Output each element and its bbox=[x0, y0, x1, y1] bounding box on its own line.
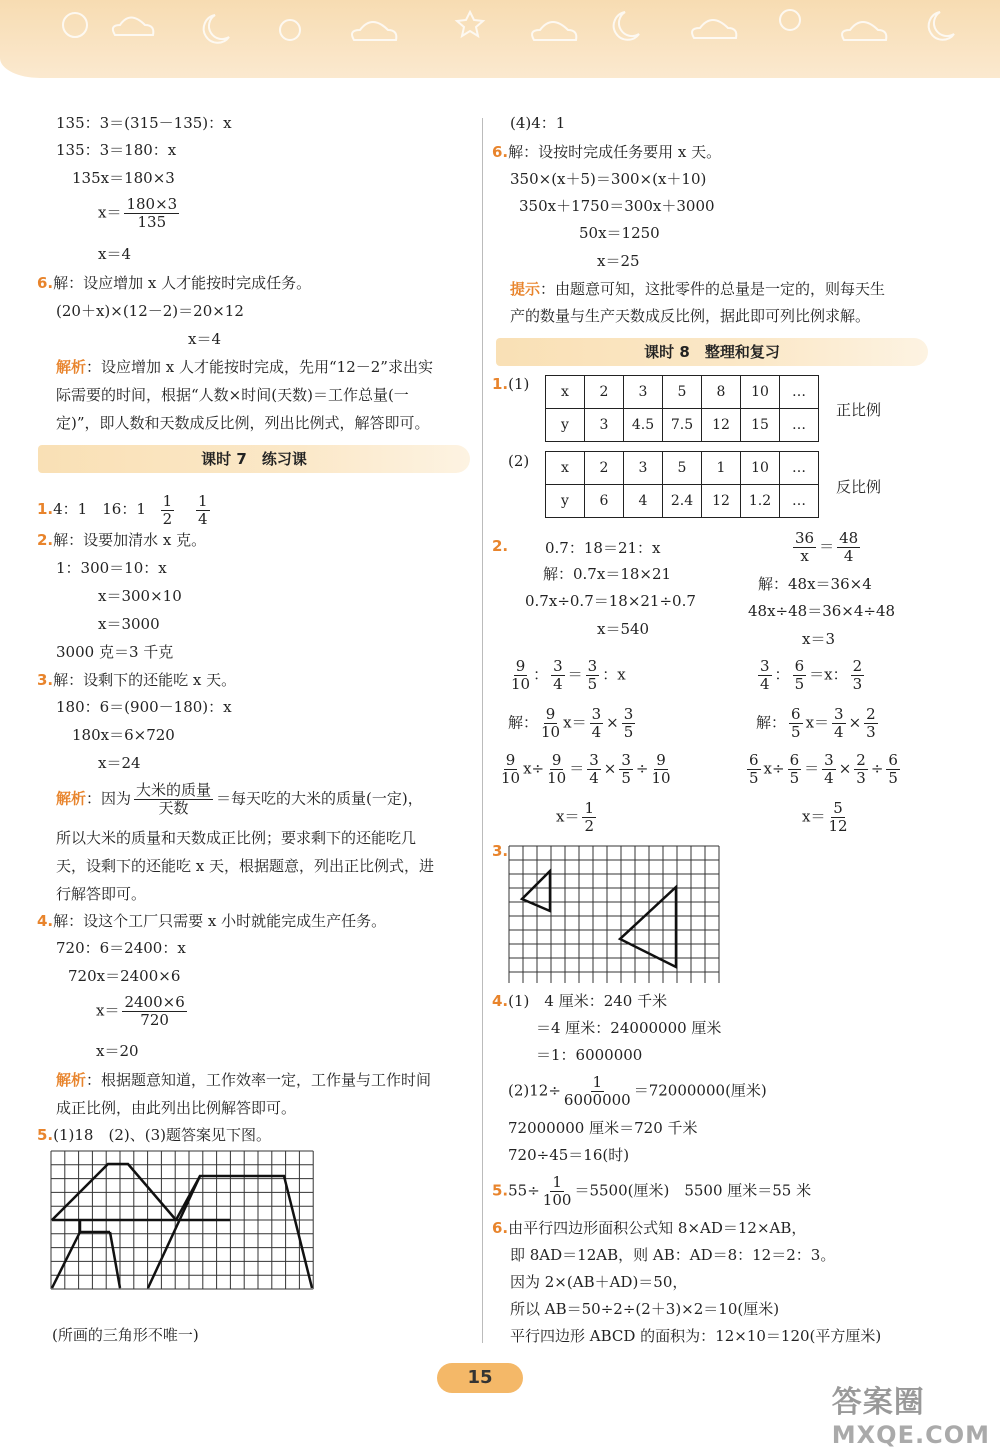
text-line: (4)4：1 bbox=[510, 114, 566, 132]
text-line: 720：6＝2400：x bbox=[56, 939, 186, 957]
text-line: x＝4 bbox=[98, 245, 132, 263]
table-cell: 12 bbox=[702, 485, 741, 518]
denominator: 2 bbox=[162, 509, 173, 528]
text-line: 135：3＝180：x bbox=[56, 141, 177, 159]
table-cell: 3 bbox=[624, 376, 663, 409]
numerator: 3 bbox=[591, 705, 602, 723]
watermark-logo bbox=[832, 1377, 990, 1449]
question-number: 6. bbox=[492, 143, 509, 161]
table-cell: 2 bbox=[585, 376, 624, 409]
fraction bbox=[124, 196, 179, 231]
hint-line: 际需要的时间，根据“人数×时间(天数)＝工作总量(一 bbox=[56, 386, 409, 404]
hint-text: ＝每天吃的大米的质量(一定)， bbox=[216, 789, 423, 808]
numerator: 1 bbox=[584, 799, 595, 817]
hint-line: 天，设剩下的还能吃 x 天，根据题意，列出正比例式，进 bbox=[56, 857, 434, 875]
fraction bbox=[793, 658, 807, 693]
question-number: 2. bbox=[492, 537, 509, 555]
answer-text: 4：1 16：1 bbox=[53, 500, 146, 518]
denominator: 4 bbox=[760, 675, 770, 693]
text: 解： bbox=[756, 713, 787, 732]
denominator: 4 bbox=[843, 547, 854, 565]
question-6-right bbox=[492, 142, 721, 162]
hint-line: 行解答即可。 bbox=[56, 885, 147, 903]
numerator: 3 bbox=[834, 705, 844, 723]
numerator: 3 bbox=[589, 751, 599, 769]
equation-c1: $\frac{9}{10}$ ： $\frac{3}{4}$ ＝ $\frac{3}{5}$ ：x bbox=[511, 657, 626, 693]
hint-line: 定)”，即人数和天数成反比例，列出比例式，解答即可。 bbox=[56, 414, 430, 432]
numerator: 2 bbox=[852, 657, 863, 675]
text: x＝ bbox=[802, 807, 826, 826]
watermark-url: MXQE.COM bbox=[831, 1421, 990, 1449]
question-6 bbox=[37, 273, 311, 293]
numerator: 9 bbox=[515, 657, 526, 675]
numerator: 3 bbox=[587, 657, 598, 675]
text-line: 所以 AB＝50÷2÷(2＋3)×2＝10(厘米) bbox=[510, 1300, 780, 1318]
text-line: x＝3000 bbox=[98, 615, 160, 633]
table-cell: x bbox=[546, 376, 585, 409]
fraction-line bbox=[508, 1074, 767, 1109]
hint-label: 解析 bbox=[56, 1071, 87, 1089]
hint-text: ：由题意可知，这批零件的总量是一定的，则每天生 bbox=[540, 280, 886, 298]
hint-line bbox=[510, 279, 885, 299]
text-line: 350×(x＋5)＝300×(x＋10) bbox=[510, 170, 707, 188]
denominator: 10 bbox=[501, 769, 521, 787]
text-line: 48x÷48＝36×4÷48 bbox=[748, 602, 896, 620]
fraction bbox=[851, 658, 865, 693]
lesson-7-banner: 课时 7 练习课 bbox=[38, 445, 470, 473]
lesson-8-banner: 课时 8 整理和复习 bbox=[496, 338, 928, 366]
hint-text: ：因为 bbox=[86, 789, 132, 808]
question-number: 1. bbox=[492, 375, 509, 393]
text-line: x＝20 bbox=[96, 1042, 139, 1060]
fraction bbox=[651, 752, 670, 787]
question-number: 4. bbox=[37, 912, 54, 930]
hint-line: 成正比例，由此列出比例解答即可。 bbox=[56, 1099, 297, 1117]
hint-line: 所以大米的质量和天数成正比例；要求剩下的还能吃几 bbox=[56, 829, 417, 847]
text: 解： bbox=[508, 713, 539, 732]
table-cell: … bbox=[780, 376, 819, 409]
table-cell: 4.5 bbox=[624, 409, 663, 442]
watermark-text: 答案圈 bbox=[831, 1385, 925, 1420]
text: ＝72000000(厘米) bbox=[633, 1081, 767, 1100]
grid-figure-5 bbox=[50, 1150, 314, 1290]
answer-text: 解：设要加清水 x 克。 bbox=[53, 531, 207, 549]
text-line: x＝24 bbox=[98, 754, 141, 772]
numerator: 2400×6 bbox=[124, 993, 185, 1011]
table-cell: 4 bbox=[624, 485, 663, 518]
question-number: 1. bbox=[37, 500, 54, 518]
text-line: (20＋x)×(12－2)＝20×12 bbox=[56, 302, 244, 320]
numerator: 6 bbox=[749, 751, 759, 769]
denominator: 3 bbox=[866, 723, 876, 741]
numerator: 1 bbox=[552, 1173, 562, 1191]
numerator: 9 bbox=[551, 751, 562, 769]
answer-text: 解：设这个工厂只需要 x 小时就能完成生产任务。 bbox=[53, 912, 387, 930]
denominator: 5 bbox=[587, 675, 598, 693]
denominator: 4 bbox=[197, 509, 208, 528]
question-number: 5. bbox=[37, 1126, 54, 1144]
text-line: x＝4 bbox=[188, 330, 222, 348]
text-line: 720÷45＝16(时) bbox=[508, 1146, 630, 1164]
question-number: 6. bbox=[37, 274, 54, 292]
text-line: 180x＝6×720 bbox=[72, 726, 175, 744]
hint-text: ：根据题意知道，工作效率一定，工作量与工作时间 bbox=[86, 1071, 432, 1089]
numerator: 3 bbox=[760, 657, 770, 675]
answer-1 bbox=[37, 492, 213, 528]
table-1-label: 正比例 bbox=[836, 401, 882, 419]
numerator: 36 bbox=[795, 529, 815, 547]
answer-5-right bbox=[492, 1174, 811, 1209]
fraction bbox=[586, 658, 600, 693]
denominator: 10 bbox=[511, 675, 531, 693]
denominator: 4 bbox=[589, 769, 599, 787]
denominator: 10 bbox=[651, 769, 671, 787]
numerator: 大米的质量 bbox=[136, 781, 212, 799]
fraction-line bbox=[98, 196, 182, 231]
part-label: (2) bbox=[508, 452, 530, 470]
fraction bbox=[587, 752, 601, 787]
text-line: 3000 克＝3 千克 bbox=[56, 643, 174, 661]
table-cell: 2.4 bbox=[663, 485, 702, 518]
answer-text: (1)18 (2)、(3)题答案见下图。 bbox=[53, 1126, 271, 1144]
text-line: ＝4 厘米：24000000 厘米 bbox=[536, 1019, 722, 1037]
text: 55÷ bbox=[508, 1181, 540, 1200]
fraction bbox=[854, 752, 868, 787]
note: (所画的三角形不唯一) bbox=[52, 1326, 199, 1344]
text-line: x＝25 bbox=[597, 252, 640, 270]
fraction bbox=[886, 752, 900, 787]
fraction bbox=[758, 658, 772, 693]
denominator: 5 bbox=[791, 723, 801, 741]
text: x＝ bbox=[96, 1001, 120, 1020]
fraction bbox=[788, 752, 802, 787]
table-cell: 1.2 bbox=[741, 485, 780, 518]
text-line: 1：300＝10：x bbox=[56, 559, 167, 577]
text-line: x＝3 bbox=[802, 630, 836, 648]
fraction bbox=[564, 1074, 631, 1109]
question-text: 解：设应增加 x 人才能按时完成任务。 bbox=[53, 274, 312, 292]
text-line: 解：0.7x＝18×21 bbox=[543, 565, 672, 583]
text-line: 解：48x＝36×4 bbox=[758, 575, 872, 593]
denominator: 5 bbox=[623, 723, 634, 741]
answer-1-right bbox=[492, 374, 529, 394]
hint-text: ：设应增加 x 人才能按时完成，先用“12－2”求出实 bbox=[86, 358, 433, 376]
question-number: 6. bbox=[492, 1219, 509, 1237]
answer-3 bbox=[37, 670, 236, 690]
question-number: 2. bbox=[37, 531, 54, 549]
denominator: 12 bbox=[828, 817, 848, 835]
table-cell: 15 bbox=[741, 409, 780, 442]
question-number: 3. bbox=[492, 842, 509, 860]
text: (2)12÷ bbox=[508, 1081, 561, 1100]
text-line: x＝300×10 bbox=[98, 587, 182, 605]
table-cell: 7.5 bbox=[663, 409, 702, 442]
table-cell: 2 bbox=[585, 452, 624, 485]
answer-4-right bbox=[492, 991, 667, 1011]
question-number: 4. bbox=[492, 992, 509, 1010]
denominator: 天数 bbox=[158, 799, 189, 817]
numerator: 1 bbox=[197, 491, 208, 510]
text-line: 平行四边形 ABCD 的面积为：12×10＝120(平方厘米) bbox=[510, 1327, 882, 1345]
table-cell: 6 bbox=[585, 485, 624, 518]
denominator: 4 bbox=[591, 723, 602, 741]
page-number: 15 bbox=[437, 1363, 523, 1393]
fraction bbox=[161, 493, 175, 528]
denominator: 5 bbox=[749, 769, 759, 787]
column-divider bbox=[482, 118, 483, 1343]
answer-2-right bbox=[492, 536, 508, 556]
table-cell: 10 bbox=[741, 452, 780, 485]
table-cell: y bbox=[546, 409, 585, 442]
text-line: ＝1：6000000 bbox=[536, 1046, 643, 1064]
grid-figure-3 bbox=[508, 845, 720, 983]
fraction bbox=[622, 706, 636, 741]
fraction bbox=[551, 658, 565, 693]
table-cell: 5 bbox=[663, 376, 702, 409]
fraction bbox=[511, 658, 530, 693]
denominator: x bbox=[800, 547, 809, 565]
hint-line: 产的数量与生产天数成反比例，据此即可列比例求解。 bbox=[510, 307, 871, 325]
denominator: 5 bbox=[794, 675, 805, 693]
answer-text: (1) 4 厘米：240 千米 bbox=[508, 992, 668, 1010]
table-2-label: 反比例 bbox=[836, 478, 882, 496]
hint-label: 解析 bbox=[56, 789, 87, 808]
table-cell: x bbox=[546, 452, 585, 485]
numerator: 6 bbox=[888, 751, 898, 769]
denominator: 720 bbox=[140, 1011, 169, 1029]
answer-text: 解：设剩下的还能吃 x 天。 bbox=[53, 671, 237, 689]
denominator: 135 bbox=[137, 213, 167, 231]
table-cell: … bbox=[780, 485, 819, 518]
table-row bbox=[546, 485, 819, 518]
question-text: 解：设按时完成任务要用 x 天。 bbox=[508, 143, 722, 161]
fraction-line bbox=[96, 994, 190, 1029]
fraction bbox=[122, 994, 186, 1029]
numerator: 2 bbox=[856, 751, 866, 769]
fraction-line bbox=[790, 530, 863, 565]
fraction bbox=[196, 493, 210, 528]
table-cell: y bbox=[546, 485, 585, 518]
fraction bbox=[864, 706, 878, 741]
text-line: 135x＝180×3 bbox=[72, 169, 175, 187]
hint-label: 解析 bbox=[56, 358, 87, 376]
fraction bbox=[590, 706, 604, 741]
table-cell: … bbox=[780, 409, 819, 442]
table-cell: 3 bbox=[624, 452, 663, 485]
denominator: 100 bbox=[542, 1191, 572, 1209]
table-cell: 1 bbox=[702, 452, 741, 485]
numerator: 6 bbox=[789, 751, 800, 769]
numerator: 6 bbox=[794, 657, 805, 675]
denominator: 3 bbox=[852, 675, 863, 693]
hint-line bbox=[56, 782, 423, 817]
fraction bbox=[501, 752, 520, 787]
fraction bbox=[822, 752, 836, 787]
fraction bbox=[541, 706, 560, 741]
table-cell: 5 bbox=[663, 452, 702, 485]
equation-c2: 解： $\frac{9}{10}$ x＝ $\frac{3}{4}$ × $\frac{3}{5}$ bbox=[508, 705, 634, 741]
denominator: 10 bbox=[541, 723, 561, 741]
text-line: 0.7x÷0.7＝18×21÷0.7 bbox=[525, 592, 696, 610]
text-line: 0.7：18＝21：x bbox=[545, 539, 661, 557]
answer-5 bbox=[37, 1125, 271, 1145]
answer-2 bbox=[37, 530, 206, 550]
numerator: 1 bbox=[592, 1073, 603, 1091]
text: ＝5500(厘米) 5500 厘米＝55 米 bbox=[574, 1181, 812, 1200]
answer-6-right bbox=[492, 1218, 806, 1238]
denominator: 4 bbox=[553, 675, 563, 693]
text-line: x＝540 bbox=[597, 620, 650, 638]
text-line: 因为 2×(AB＋AD)＝50， bbox=[510, 1273, 688, 1291]
table-cell: 3 bbox=[585, 409, 624, 442]
equation-d4 bbox=[802, 800, 851, 835]
equation-d2: 解： $\frac{6}{5}$ x＝ $\frac{3}{4}$ × $\frac{2}{3}$ bbox=[756, 705, 876, 741]
part-label: (1) bbox=[508, 375, 530, 393]
denominator: 3 bbox=[856, 769, 866, 787]
denominator: 4 bbox=[824, 769, 834, 787]
table-cell: … bbox=[780, 452, 819, 485]
header-band bbox=[0, 0, 1000, 78]
text-line: 720x＝2400×6 bbox=[68, 967, 181, 985]
numerator: 3 bbox=[553, 657, 563, 675]
proportion-table-2 bbox=[545, 451, 819, 518]
answer-text: 由平行四边形面积公式知 8×AD＝12×AB， bbox=[508, 1219, 807, 1237]
text: ＝ bbox=[819, 537, 835, 556]
denominator: 5 bbox=[621, 769, 631, 787]
numerator: 2 bbox=[866, 705, 876, 723]
numerator: 5 bbox=[833, 799, 843, 817]
answer-3-right bbox=[492, 841, 508, 861]
numerator: 6 bbox=[791, 705, 801, 723]
fraction bbox=[793, 530, 816, 565]
numerator: 3 bbox=[621, 751, 631, 769]
hint-line bbox=[56, 1070, 431, 1090]
table-row bbox=[546, 376, 819, 409]
denominator: 6000000 bbox=[563, 1091, 631, 1109]
denominator: 10 bbox=[547, 769, 567, 787]
denominator: 5 bbox=[789, 769, 800, 787]
fraction bbox=[747, 752, 761, 787]
hint-label: 提示 bbox=[510, 280, 541, 298]
answer-4 bbox=[37, 911, 386, 931]
text-line: 72000000 厘米＝720 千米 bbox=[508, 1119, 698, 1137]
denominator: 5 bbox=[888, 769, 898, 787]
weather-doodles bbox=[0, 0, 1000, 78]
numerator: 3 bbox=[623, 705, 634, 723]
fraction bbox=[543, 1174, 572, 1209]
fraction bbox=[582, 800, 596, 835]
table-cell: 8 bbox=[702, 376, 741, 409]
numerator: 9 bbox=[505, 751, 516, 769]
table-cell: 12 bbox=[702, 409, 741, 442]
equation-c3: $\frac{9}{10}$ x÷ $\frac{9}{10}$ ＝ $\frac{3}{4}$ × $\frac{3}{5}$ ÷ $\frac{9}{10}$ bbox=[501, 751, 671, 787]
table-row bbox=[546, 452, 819, 485]
numerator: 180×3 bbox=[126, 195, 178, 213]
proportion-table-1 bbox=[545, 375, 819, 442]
text: x＝ bbox=[98, 203, 122, 222]
hint-line bbox=[56, 357, 433, 377]
numerator: 48 bbox=[839, 529, 859, 547]
denominator: 2 bbox=[584, 817, 595, 835]
numerator: 9 bbox=[545, 705, 556, 723]
fraction bbox=[789, 706, 803, 741]
question-number: 3. bbox=[37, 671, 54, 689]
text-line: 即 8AD＝12AB，则 AB：AD＝8：12＝2：3。 bbox=[510, 1246, 836, 1264]
equation-d3: $\frac{6}{5}$ x÷ $\frac{6}{5}$ ＝ $\frac{3}{4}$ × $\frac{2}{3}$ ÷ $\frac{6}{5}$ bbox=[749, 751, 898, 787]
fraction bbox=[547, 752, 566, 787]
question-number: 5. bbox=[492, 1181, 509, 1200]
denominator: 4 bbox=[834, 723, 844, 741]
fraction bbox=[832, 706, 846, 741]
fraction bbox=[828, 800, 847, 835]
table-row bbox=[546, 409, 819, 442]
text-line: 350x＋1750＝300x＋3000 bbox=[519, 197, 715, 215]
numerator: 9 bbox=[656, 751, 666, 769]
numerator: 1 bbox=[162, 491, 173, 510]
fraction bbox=[619, 752, 633, 787]
fraction bbox=[134, 782, 213, 817]
text-line: 180：6＝(900－180)：x bbox=[56, 698, 232, 716]
text-line: 135：3＝(315－135)：x bbox=[56, 114, 232, 132]
equation-d1: $\frac{3}{4}$ ： $\frac{6}{5}$ ＝x： $\frac{2}{3}$ bbox=[760, 657, 863, 693]
fraction bbox=[837, 530, 860, 565]
text-line: 50x＝1250 bbox=[579, 224, 660, 242]
text: x＝ bbox=[556, 807, 580, 826]
table-cell: 10 bbox=[741, 376, 780, 409]
equation-c4 bbox=[556, 800, 599, 835]
numerator: 3 bbox=[824, 751, 834, 769]
